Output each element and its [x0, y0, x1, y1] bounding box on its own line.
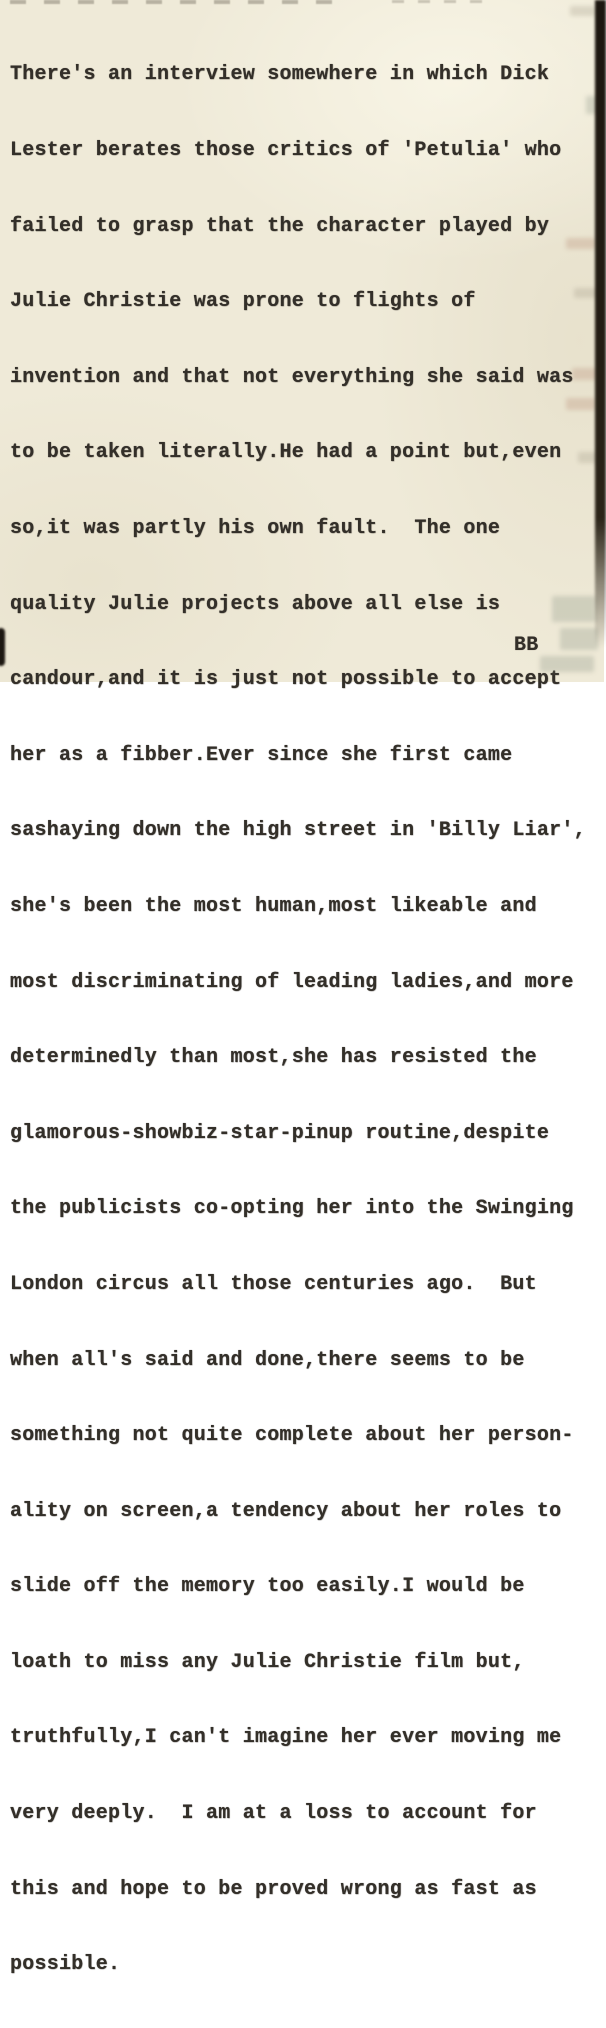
text-line: loath to miss any Julie Christie film but, — [10, 1650, 525, 1674]
text-line: truthfully,I can't imagine her ever moving me — [10, 1726, 562, 1750]
text-line: ality on screen,a tendency about her roles to — [10, 1499, 562, 1523]
ghost-bleedthrough — [540, 656, 594, 672]
cutoff-line-remnant — [10, 0, 340, 4]
text-line: Julie Christie was prone to flights of — [10, 290, 476, 314]
ghost-bleedthrough — [570, 6, 596, 16]
text-line: possible. — [10, 1953, 121, 1977]
text-line: determinedly than most,she has resisted the — [10, 1046, 537, 1070]
text-line: invention and that not everything she said was — [10, 365, 574, 389]
text-line: she's been the most human,most likeable and — [10, 894, 537, 918]
text-line: quality Julie projects above all else is — [10, 592, 501, 616]
text-line: sashaying down the high street in 'Billy Liar', — [10, 819, 586, 843]
ghost-bleedthrough — [566, 238, 596, 249]
text-line: candour,and it is just not possible to accept — [10, 668, 562, 692]
text-line: so,it was partly his own fault. The one — [10, 516, 501, 540]
page-edge-shadow — [595, 0, 606, 648]
text-line: Lester berates those critics of 'Petulia' who — [10, 139, 562, 162]
cutoff-line-remnant — [392, 0, 482, 3]
text-line: when all's said and done,there seems to be — [10, 1348, 525, 1372]
text-line: to be taken literally.He had a point but,even — [10, 441, 562, 465]
text-line: slide off the memory too easily.I would be — [10, 1575, 525, 1599]
text-line: the publicists co-opting her into the Swinging — [10, 1197, 574, 1221]
text-line: failed to grasp that the character played by — [10, 214, 550, 238]
text-line: There's an interview somewhere in which Dick — [10, 63, 550, 87]
left-edge-mark — [0, 628, 5, 666]
ghost-bleedthrough — [560, 628, 598, 650]
text-line: something not quite complete about her person- — [10, 1424, 574, 1448]
ghost-bleedthrough — [566, 398, 596, 410]
typewritten-text — [10, 12, 596, 2028]
text-line: glamorous-showbiz-star-pinup routine,despite — [10, 1121, 550, 1145]
ghost-bleedthrough — [552, 596, 596, 622]
text-line: London circus all those centuries ago. But — [10, 1272, 537, 1296]
reviewer-initials: BB — [514, 634, 539, 657]
text-line: this and hope to be proved wrong as fast as — [10, 1877, 537, 1901]
text-line: most discriminating of leading ladies,and more — [10, 970, 574, 994]
text-line: her as a fibber.Ever since she first came — [10, 743, 513, 767]
text-line: very deeply. I am at a loss to account for — [10, 1802, 537, 1826]
